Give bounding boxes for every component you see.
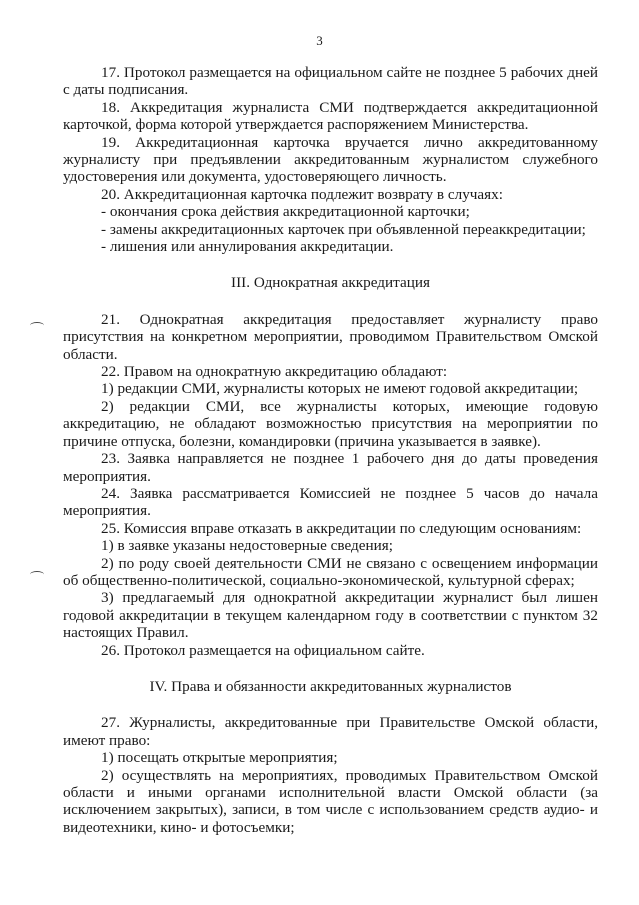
list-item: - лишения или аннулирования аккредитации.: [101, 238, 394, 256]
section-heading-4: IV. Права и обязанности аккредитованных журналистов: [149, 677, 512, 695]
list-item: - замены аккредитационных карточек при объявленной переаккредитации;: [101, 220, 586, 238]
paragraph-25: 25. Комиссия вправе отказать в аккредитации по следующим основаниям:: [101, 519, 582, 537]
section-heading-3: III. Однократная аккредитация: [231, 274, 430, 292]
list-item: 2) осуществлять на мероприятиях, проводимых Правительством Омской области и иными органами исполнительной власти Омской области (за исключением закрытых), записи, в том числе с использованием средств аудио- и видеотехники, кино- и фотосъемки;: [63, 766, 598, 836]
paragraph-26: 26. Протокол размещается на официальном сайте.: [101, 641, 425, 659]
page-number: 3: [316, 33, 323, 48]
list-item: 3) предлагаемый для однократной аккредитации журналист был лишен годовой аккредитации в текущем календарном году в соответствии с пунктом 32 настоящих Правил.: [63, 589, 598, 642]
list-item: 1) посещать открытые мероприятия;: [101, 749, 338, 767]
paragraph-22: 22. Правом на однократную аккредитацию обладают:: [101, 363, 448, 381]
paragraph-27: 27. Журналисты, аккредитованные при Правительстве Омской области, имеют право:: [63, 714, 598, 749]
margin-mark: [30, 322, 44, 329]
document-body: [63, 64, 598, 836]
list-item: 2) редакции СМИ, все журналисты которых, имеющие годовую аккредитацию, не обладают возможностью присутствия на мероприятии по причине отпуска, болезни, командировки (причина указывается в заявке).: [63, 397, 598, 450]
paragraph-20: 20. Аккредитационная карточка подлежит возврату в случаях:: [101, 185, 503, 203]
list-item: 1) в заявке указаны недостоверные сведения;: [101, 537, 393, 555]
paragraph-18: 18. Аккредитация журналиста СМИ подтверждается аккредитационной карточкой, форма которой утверждается распоряжением Министерства.: [63, 98, 598, 134]
paragraph-24: 24. Заявка рассматривается Комиссией не позднее 5 часов до начала мероприятия.: [63, 484, 598, 520]
list-item: 2) по роду своей деятельности СМИ не связано с освещением информации об общественно-политической, социально-экономической, культурной сферах;: [63, 554, 598, 589]
margin-mark: [30, 571, 44, 578]
list-item: - окончания срока действия аккредитационной карточки;: [101, 203, 470, 221]
list-item: 1) редакции СМИ, журналисты которых не имеют годовой аккредитации;: [101, 380, 579, 398]
paragraph-17: 17. Протокол размещается на официальном сайте не позднее 5 рабочих дней с даты подписания.: [63, 64, 598, 99]
paragraph-23: 23. Заявка направляется не позднее 1 рабочего дня до даты проведения мероприятия.: [63, 450, 598, 485]
paragraph-19: 19. Аккредитационная карточка вручается лично аккредитованному журналисту при предъявлении аккредитованным журналистом служебного удостоверения или документа, удостоверяющего личность.: [63, 133, 598, 186]
paragraph-21: 21. Однократная аккредитация предоставляет журналисту право присутствия на конкретном мероприятии, проводимом Правительством Омской области.: [63, 310, 598, 363]
